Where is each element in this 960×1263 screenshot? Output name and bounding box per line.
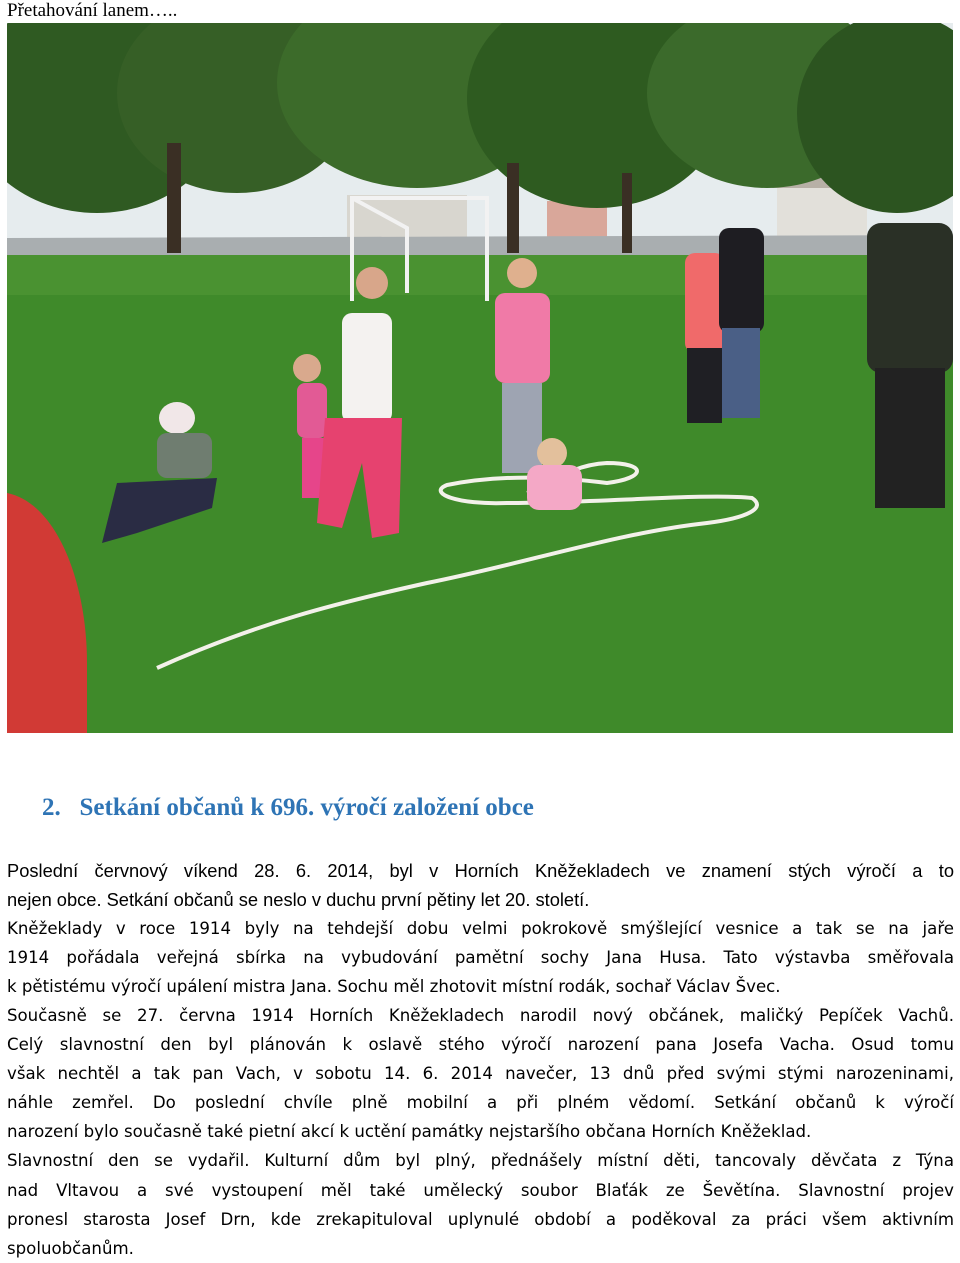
paragraph-line: pronesl starosta Josef Drn, kde zrekapituloval uplynulé období a poděkoval za práci všem aktivním — [7, 1209, 954, 1229]
photo-children-rope-game — [7, 23, 953, 733]
paragraph-line: však nechtěl a tak pan Vach, v sobotu 14. 6. 2014 navečer, 13 dnů před svými stými narozeninami, — [7, 1064, 954, 1084]
paragraph-line: narození bylo současně také pietní akcí k uctění památky nejstaršího občana Horních Kněžeklad. — [7, 1122, 812, 1142]
section-heading — [42, 793, 534, 823]
photo-caption: Přetahování lanem….. — [7, 0, 178, 21]
paragraph-line: Poslední červnový víkend 28. 6. 2014, byl v Horních Kněžekladech ve znamení stých výročí a to — [7, 860, 954, 881]
paragraph-line: Slavnostní den se vydařil. Kulturní dům byl plný, přednášely místní děti, tancovaly děvčata z Týna — [7, 1151, 954, 1171]
paragraph-line: Současně se 27. června 1914 Horních Kněžekladech narodil nový občánek, maličký Pepíček Vachů. — [7, 1006, 954, 1026]
paragraph-line: nejen obce. Setkání občanů se neslo v duchu první pětiny let 20. století. — [7, 889, 590, 911]
paragraph-line: spoluobčanům. — [7, 1238, 134, 1258]
paragraph-line: Kněžeklady v roce 1914 byly na tehdejší dobu velmi pokrokově smýšlející vesnice a tak se na jaře — [7, 919, 954, 939]
section-number: 2. — [42, 794, 61, 821]
paragraph-line: k pětistému výročí upálení mistra Jana. Sochu měl zhotovit místní rodák, sochař Václav Švec. — [7, 977, 781, 997]
paragraph-line: nad Vltavou a své vystoupení měl také umělecký soubor Blaťák ze Ševětína. Slavnostní projev — [7, 1180, 954, 1200]
paragraph-line: Celý slavnostní den byl plánován k oslavě stého výročí narození pana Josefa Vacha. Osud tomu — [7, 1035, 954, 1055]
paragraph-line: 1914 pořádala veřejná sbírka na vybudování pamětní sochy Jana Husa. Tato výstavba směřovala — [7, 948, 954, 968]
section-title: Setkání občanů k 696. výročí založení obce — [79, 794, 534, 821]
paragraph-line: náhle zemřel. Do poslední chvíle plně mobilní a při plném vědomí. Setkání občanů k výročí — [7, 1093, 954, 1113]
article-paragraph — [7, 856, 954, 1263]
